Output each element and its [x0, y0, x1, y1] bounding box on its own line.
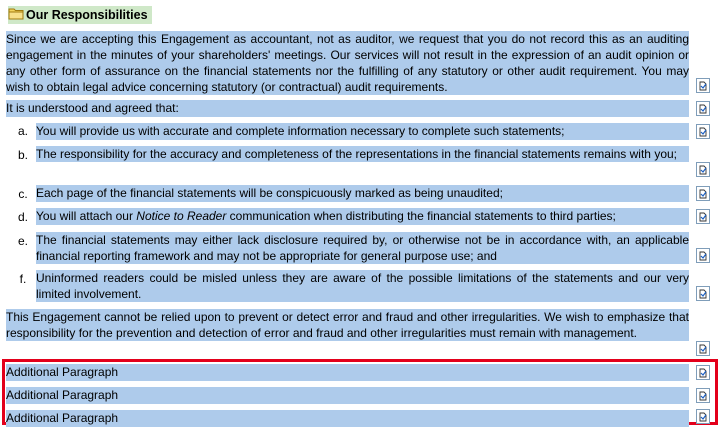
list-item-text: Uninformed readers could be misled unless they are aware of the possible limitations of the statements and our very limited involvement. [36, 271, 689, 301]
list-item-text: The financial statements may either lack disclosure required by, or otherwise not be in accordance with, an applicable financial reporting framework and may not be appropriate for general purpose use; and [36, 233, 689, 263]
additional-paragraph-label: Additional Paragraph [6, 411, 119, 425]
list-item-text-after: communication when distributing the financial statements to third parties; [226, 209, 616, 223]
additional-paragraph[interactable] [6, 410, 689, 427]
list-item-text: Each page of the financial statements will be conspicuously marked as being unaudited; [36, 186, 503, 200]
list-item-text-before: You will attach our [36, 209, 137, 223]
paragraph-options-button[interactable] [696, 248, 710, 263]
notice-to-reader-emphasis: Notice to Reader [136, 209, 227, 223]
closing-paragraph-text: This Engagement cannot be relied upon to prevent or detect error and fraud and other irregularities. We wish to emphasize that responsibility for the prevention and detection of error and fraud and other irregularities must remain with management. [6, 310, 689, 340]
paragraph-options-icon [698, 368, 708, 378]
paragraph-options-icon [698, 81, 708, 91]
paragraph-options-button[interactable] [696, 341, 710, 356]
list-item[interactable] [36, 270, 689, 302]
list-letter: c. [18, 187, 28, 201]
section-title[interactable] [8, 6, 152, 24]
list-item[interactable] [36, 123, 689, 140]
paragraph-options-icon [698, 412, 708, 422]
paragraph-options-button[interactable] [696, 78, 710, 93]
understood-paragraph[interactable] [6, 100, 689, 117]
list-item[interactable] [36, 185, 689, 202]
paragraph-options-button[interactable] [696, 209, 710, 224]
additional-paragraph-label: Additional Paragraph [6, 388, 119, 402]
paragraph-options-icon [698, 165, 708, 175]
paragraph-options-button[interactable] [696, 186, 710, 201]
intro-paragraph[interactable] [6, 31, 689, 95]
list-item[interactable] [36, 208, 689, 225]
additional-paragraph[interactable] [6, 364, 689, 381]
list-item-text: The responsibility for the accuracy and completeness of the representations in the financial statements remains with you; [36, 147, 677, 161]
folder-icon [8, 7, 24, 23]
paragraph-options-icon [698, 344, 708, 354]
intro-paragraph-text: Since we are accepting this Engagement as accountant, not as auditor, we request that you do not record this as an auditing engagement in the minutes of your shareholders' meetings. Our services will not result in the expression of an audit opinion or any other form of assurance on the financial statements nor the fulfilling of any statutory or other audit requirement. You may wish to obtain legal advice concerning statutory (or contractual) audit requirements. [6, 32, 689, 94]
paragraph-options-button[interactable] [696, 286, 710, 301]
paragraph-options-icon [698, 251, 708, 261]
list-item[interactable] [36, 146, 689, 162]
additional-paragraph[interactable] [6, 387, 689, 404]
additional-paragraph-label: Additional Paragraph [6, 365, 119, 379]
paragraph-options-button[interactable] [696, 388, 710, 403]
list-letter: e. [17, 234, 28, 248]
list-item[interactable] [36, 232, 689, 264]
understood-paragraph-text: It is understood and agreed that: [6, 101, 179, 115]
list-letter: b. [17, 148, 28, 162]
list-letter: f. [19, 272, 27, 286]
list-letter: a. [17, 124, 28, 138]
section-title-label: Our Responsibilities [26, 8, 148, 22]
paragraph-options-button[interactable] [696, 101, 710, 116]
list-letter: d. [17, 210, 28, 224]
paragraph-options-icon [698, 212, 708, 222]
paragraph-options-icon [698, 189, 708, 199]
paragraph-options-button[interactable] [696, 409, 710, 424]
paragraph-options-button[interactable] [696, 124, 710, 139]
paragraph-options-icon [698, 104, 708, 114]
list-item-text: You will provide us with accurate and complete information necessary to complete such statements; [36, 124, 565, 138]
paragraph-options-icon [698, 391, 708, 401]
closing-paragraph[interactable] [6, 309, 689, 341]
paragraph-options-icon [698, 289, 708, 299]
paragraph-options-button[interactable] [696, 162, 710, 177]
paragraph-options-icon [698, 127, 708, 137]
paragraph-options-button[interactable] [696, 365, 710, 380]
